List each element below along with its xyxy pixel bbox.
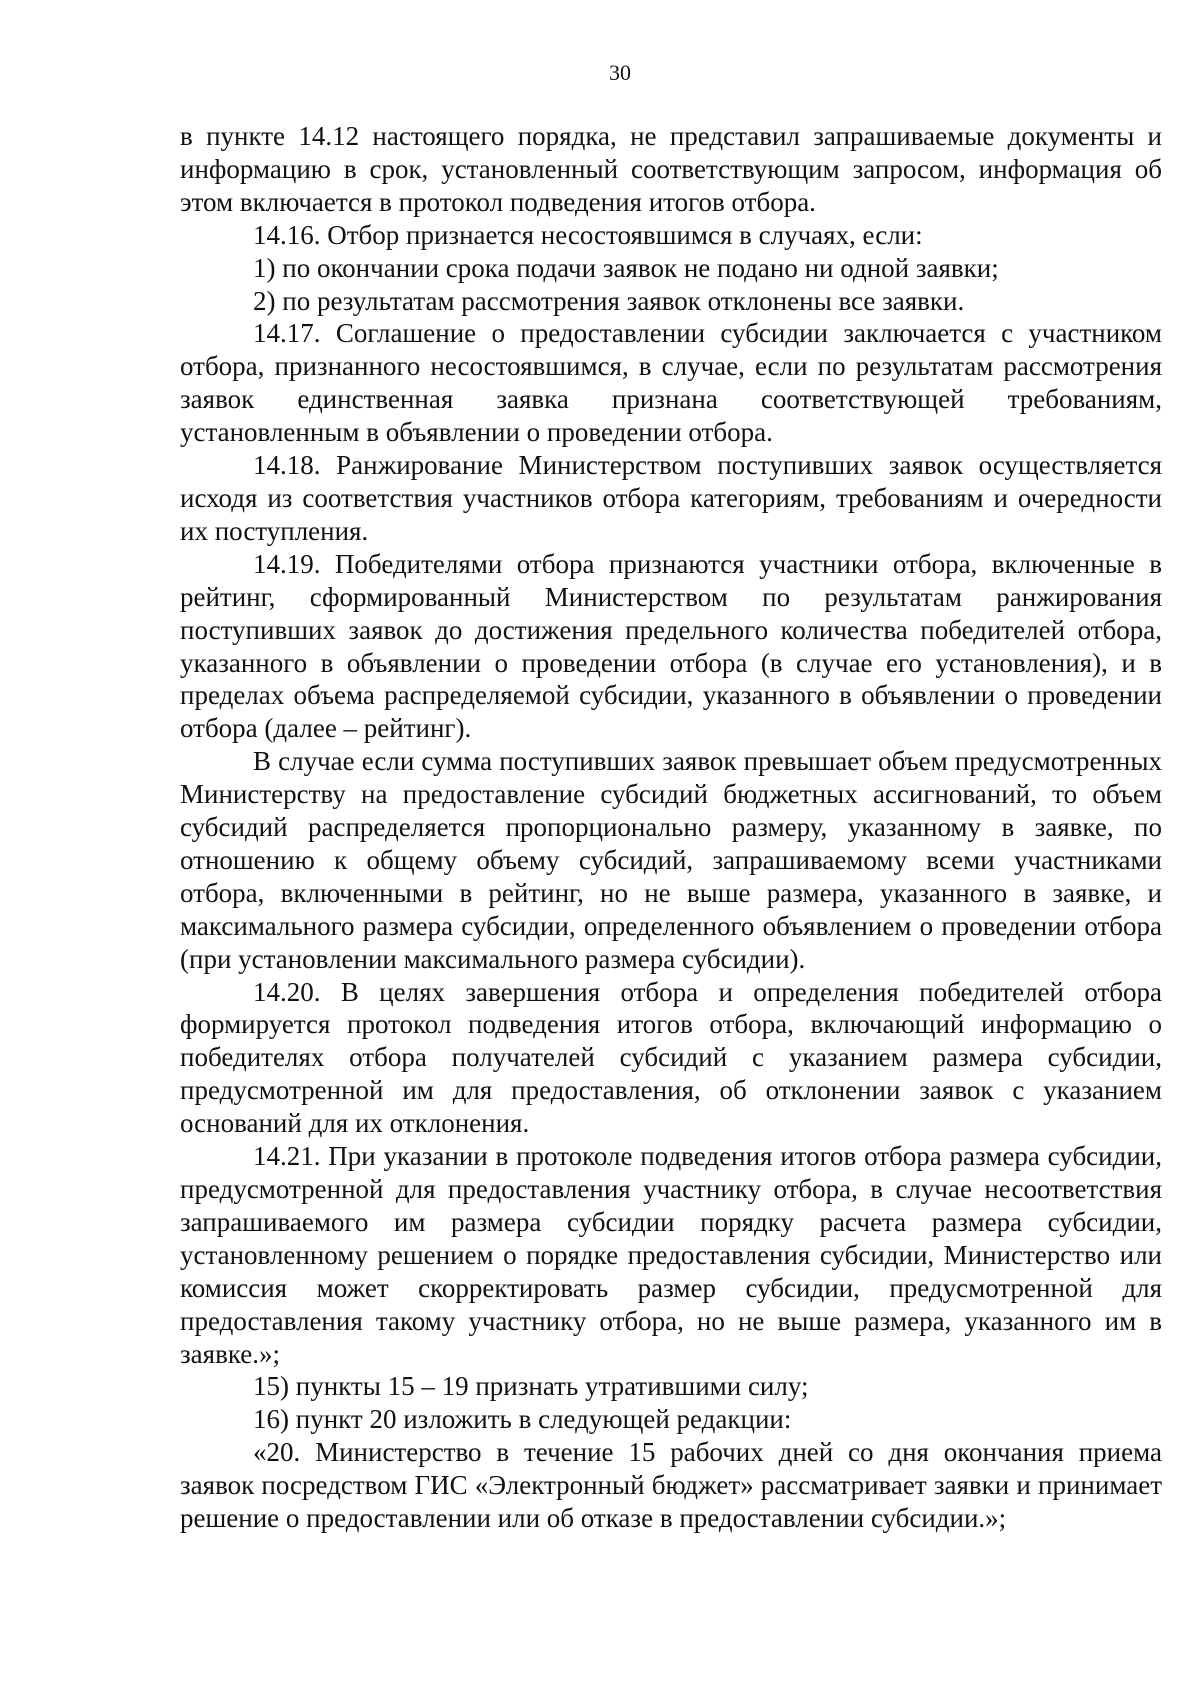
paragraph-14-19-cont: В случае если сумма поступивших заявок превышает объем предусмотренных Министерству на предоставление субсидий бюджетных ассигнований, то объем субсидий распределяется пропорционально размеру, указанному в заявке, по отношению к общему объему субсидий, запрашиваемому всеми участниками отбора, включенными в рейтинг, но не выше размера, указанного в заявке, и максимального размера субсидии, определенного объявлением о проведении отбора (при установлении максимального размера субсидии). — [180, 746, 1162, 974]
paragraph-14-17: 14.17. Соглашение о предоставлении субсидии заключается с участником отбора, признанного несостоявшимся, в случае, если по результатам рассмотрения заявок единственная заявка признана соответствующей требованиям, установленным в объявлении о проведении отбора. — [180, 318, 1162, 448]
paragraph-14-20: 14.20. В целях завершения отбора и определения победителей отбора формируется протокол подведения итогов отбора, включающий информацию о победителях отбора получателей субсидий с указанием размера субсидии, предусмотренной им для предоставления, об отклонении заявок с указанием оснований для их отклонения. — [180, 976, 1162, 1139]
page-number: 30 — [609, 60, 631, 85]
paragraph-continuation: в пункте 14.12 настоящего порядка, не представил запрашиваемые документы и информацию в срок, установленный соответствующим запросом, информация об этом включается в протокол подведения итогов отбора. — [180, 121, 1162, 217]
paragraph-point-20: «20. Министерство в течение 15 рабочих дней со дня окончания приема заявок посредством ГИС «Электронный бюджет» рассматривает заявки и принимает решение о предоставлении или об отказе в предоставлении субсидии.»; — [180, 1437, 1162, 1534]
paragraph-item-15: 15) пункты 15 – 19 признать утратившими силу; — [253, 1371, 809, 1402]
paragraph-14-16: 14.16. Отбор признается несостоявшимся в случаях, если: — [253, 219, 923, 250]
paragraph-14-16-item-1: 1) по окончании срока подачи заявок не подано ни одной заявки; — [253, 252, 999, 283]
paragraph-14-19: 14.19. Победителями отбора признаются участники отбора, включенные в рейтинг, сформированный Министерством по результатам ранжирования поступивших заявок до достижения предельного количества победителей отбора, указанного в объявлении о проведении отбора (в случае его установления), и в пределах объема распределяемой субсидии, указанного в объявлении о проведении отбора (далее – рейтинг). — [180, 548, 1162, 744]
document-body — [180, 120, 1162, 1535]
paragraph-14-18: 14.18. Ранжирование Министерством поступивших заявок осуществляется исходя из соответствия участников отбора категориям, требованиям и очередности их поступления. — [180, 450, 1162, 546]
paragraph-14-16-item-2: 2) по результатам рассмотрения заявок отклонены все заявки. — [253, 285, 965, 316]
paragraph-item-16: 16) пункт 20 изложить в следующей редакции: — [253, 1404, 792, 1435]
paragraph-14-21: 14.21. При указании в протоколе подведения итогов отбора размера субсидии, предусмотренной для предоставления участнику отбора, в случае несоответствия запрашиваемого им размера субсидии порядку расчета размера субсидии, установленному решением о порядке предоставления субсидии, Министерство или комиссия может скорректировать размер субсидии, предусмотренной для предоставления такому участнику отбора, но не выше размера, указанного им в заявке.»; — [180, 1141, 1162, 1369]
